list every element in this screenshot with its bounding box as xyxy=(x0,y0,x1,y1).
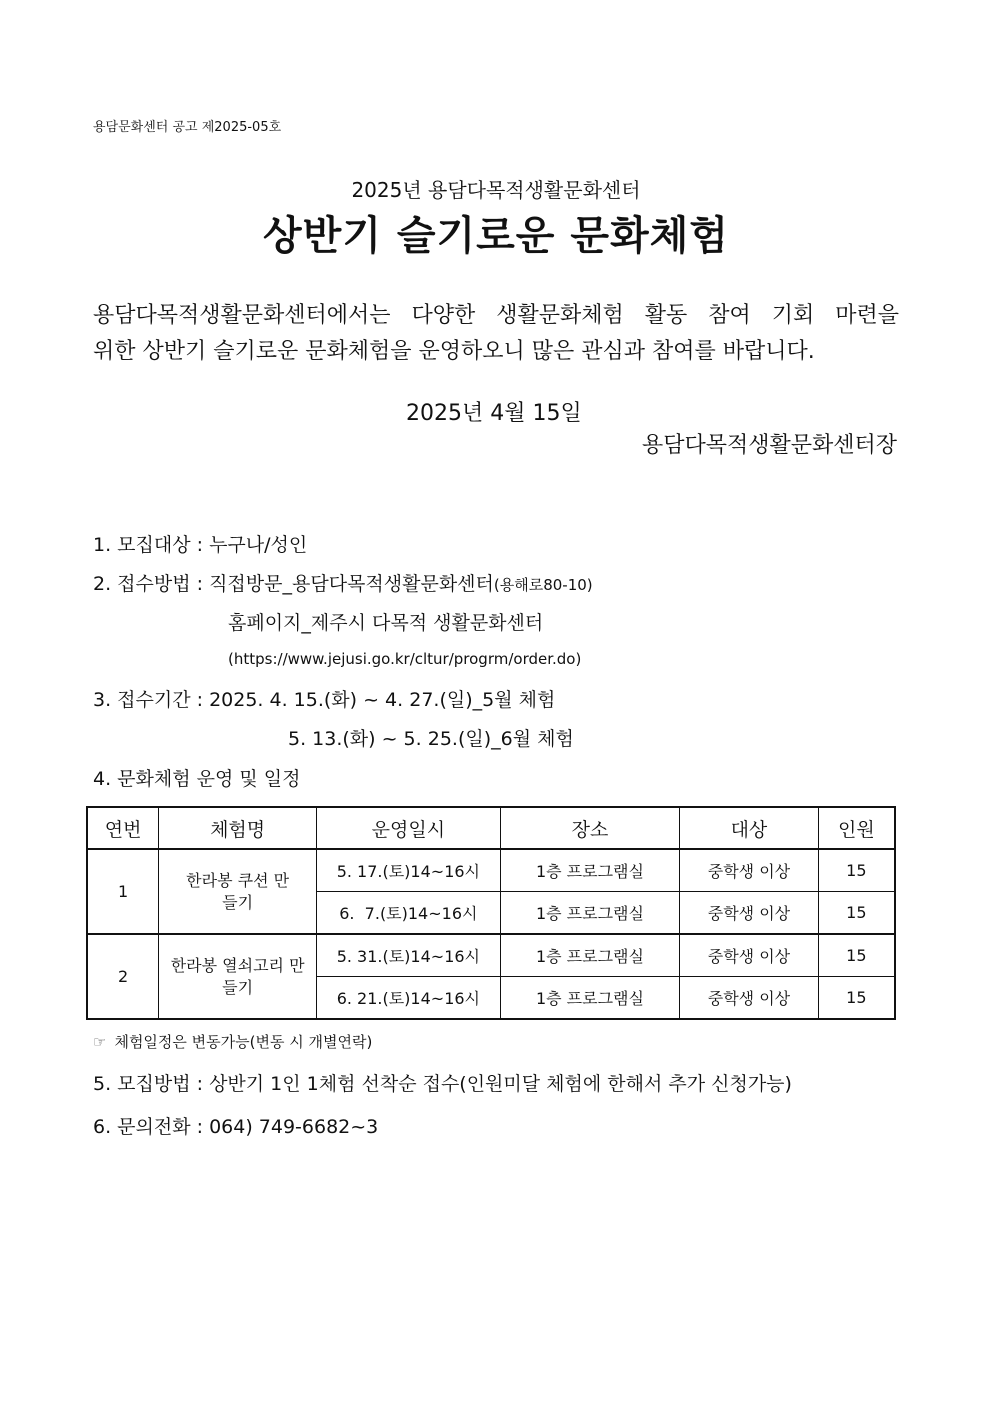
recruit-method: 5. 모집방법 : 상반기 1인 1체험 선착순 접수(인원미달 체험에 한해서 추가 신청가능) xyxy=(93,1073,792,1095)
schedule-table xyxy=(86,806,896,1020)
session-place: 1층 프로그램실 xyxy=(500,977,679,1020)
reception-period-1: 3. 접수기간 : 2025. 4. 15.(화) ~ 4. 27.(일)_5월 체험 xyxy=(93,689,556,711)
reception-homepage: 홈페이지_제주시 다목적 생활문화센터 xyxy=(228,612,544,634)
reception-method xyxy=(93,569,593,596)
reception-address: (용해로80-10) xyxy=(493,576,593,594)
recruit-target: 1. 모집대상 : 누구나/성인 xyxy=(93,534,308,556)
row-no: 1 xyxy=(87,849,159,934)
header-no: 연번 xyxy=(87,807,159,849)
intro-line-1: 용담다목적생활문화센터에서는 다양한 생활문화체험 활동 참여 기회 마련을 xyxy=(93,303,899,328)
schedule-heading: 4. 문화체험 운영 및 일정 xyxy=(93,768,301,790)
reception-method-text: 2. 접수방법 : 직접방문_용담다목적생활문화센터 xyxy=(93,573,494,595)
session-place: 1층 프로그램실 xyxy=(500,892,679,935)
table-header-row xyxy=(87,807,895,849)
header-datetime: 운영일시 xyxy=(316,807,500,849)
session-target: 중학생 이상 xyxy=(680,977,819,1020)
program-name: 한라봉 쿠션 만들기 xyxy=(159,849,317,934)
reception-url[interactable]: (https://www.jejusi.go.kr/cltur/progrm/order.do) xyxy=(228,650,582,668)
session-place: 1층 프로그램실 xyxy=(500,849,679,892)
session-count: 15 xyxy=(818,934,895,977)
session-target: 중학생 이상 xyxy=(680,892,819,935)
table-row xyxy=(87,934,895,977)
table-row xyxy=(87,849,895,892)
session-count: 15 xyxy=(818,977,895,1020)
session-target: 중학생 이상 xyxy=(680,934,819,977)
contact-phone: 6. 문의전화 : 064) 749-6682~3 xyxy=(93,1116,379,1138)
reception-period-2: 5. 13.(화) ~ 5. 25.(일)_6월 체험 xyxy=(288,728,574,750)
header-name: 체험명 xyxy=(159,807,317,849)
notice-number: 용담문화센터 공고 제2025-05호 xyxy=(93,120,282,135)
notice-date: 2025년 4월 15일 xyxy=(406,401,582,426)
session-datetime: 6. 21.(토)14~16시 xyxy=(316,977,500,1020)
session-datetime: 5. 31.(토)14~16시 xyxy=(316,934,500,977)
session-datetime: 6. 7.(토)14~16시 xyxy=(316,892,500,935)
header-target: 대상 xyxy=(680,807,819,849)
pointing-hand-icon: ☞ xyxy=(93,1033,107,1051)
row-no: 2 xyxy=(87,934,159,1019)
schedule-note xyxy=(93,1031,372,1052)
program-name: 한라봉 열쇠고리 만들기 xyxy=(159,934,317,1019)
header-place: 장소 xyxy=(500,807,679,849)
intro-paragraph xyxy=(93,298,899,370)
page-title: 상반기 슬기로운 문화체험 xyxy=(263,213,729,259)
issuer: 용담다목적생활문화센터장 xyxy=(641,433,897,458)
session-datetime: 5. 17.(토)14~16시 xyxy=(316,849,500,892)
note-text: 체험일정은 변동가능(변동 시 개별연락) xyxy=(114,1033,373,1051)
session-place: 1층 프로그램실 xyxy=(500,934,679,977)
session-count: 15 xyxy=(818,849,895,892)
header-count: 인원 xyxy=(818,807,895,849)
intro-line-2: 위한 상반기 슬기로운 문화체험을 운영하오니 많은 관심과 참여를 바랍니다. xyxy=(93,339,815,364)
session-target: 중학생 이상 xyxy=(680,849,819,892)
session-count: 15 xyxy=(818,892,895,935)
subtitle: 2025년 용담다목적생활문화센터 xyxy=(351,178,641,202)
